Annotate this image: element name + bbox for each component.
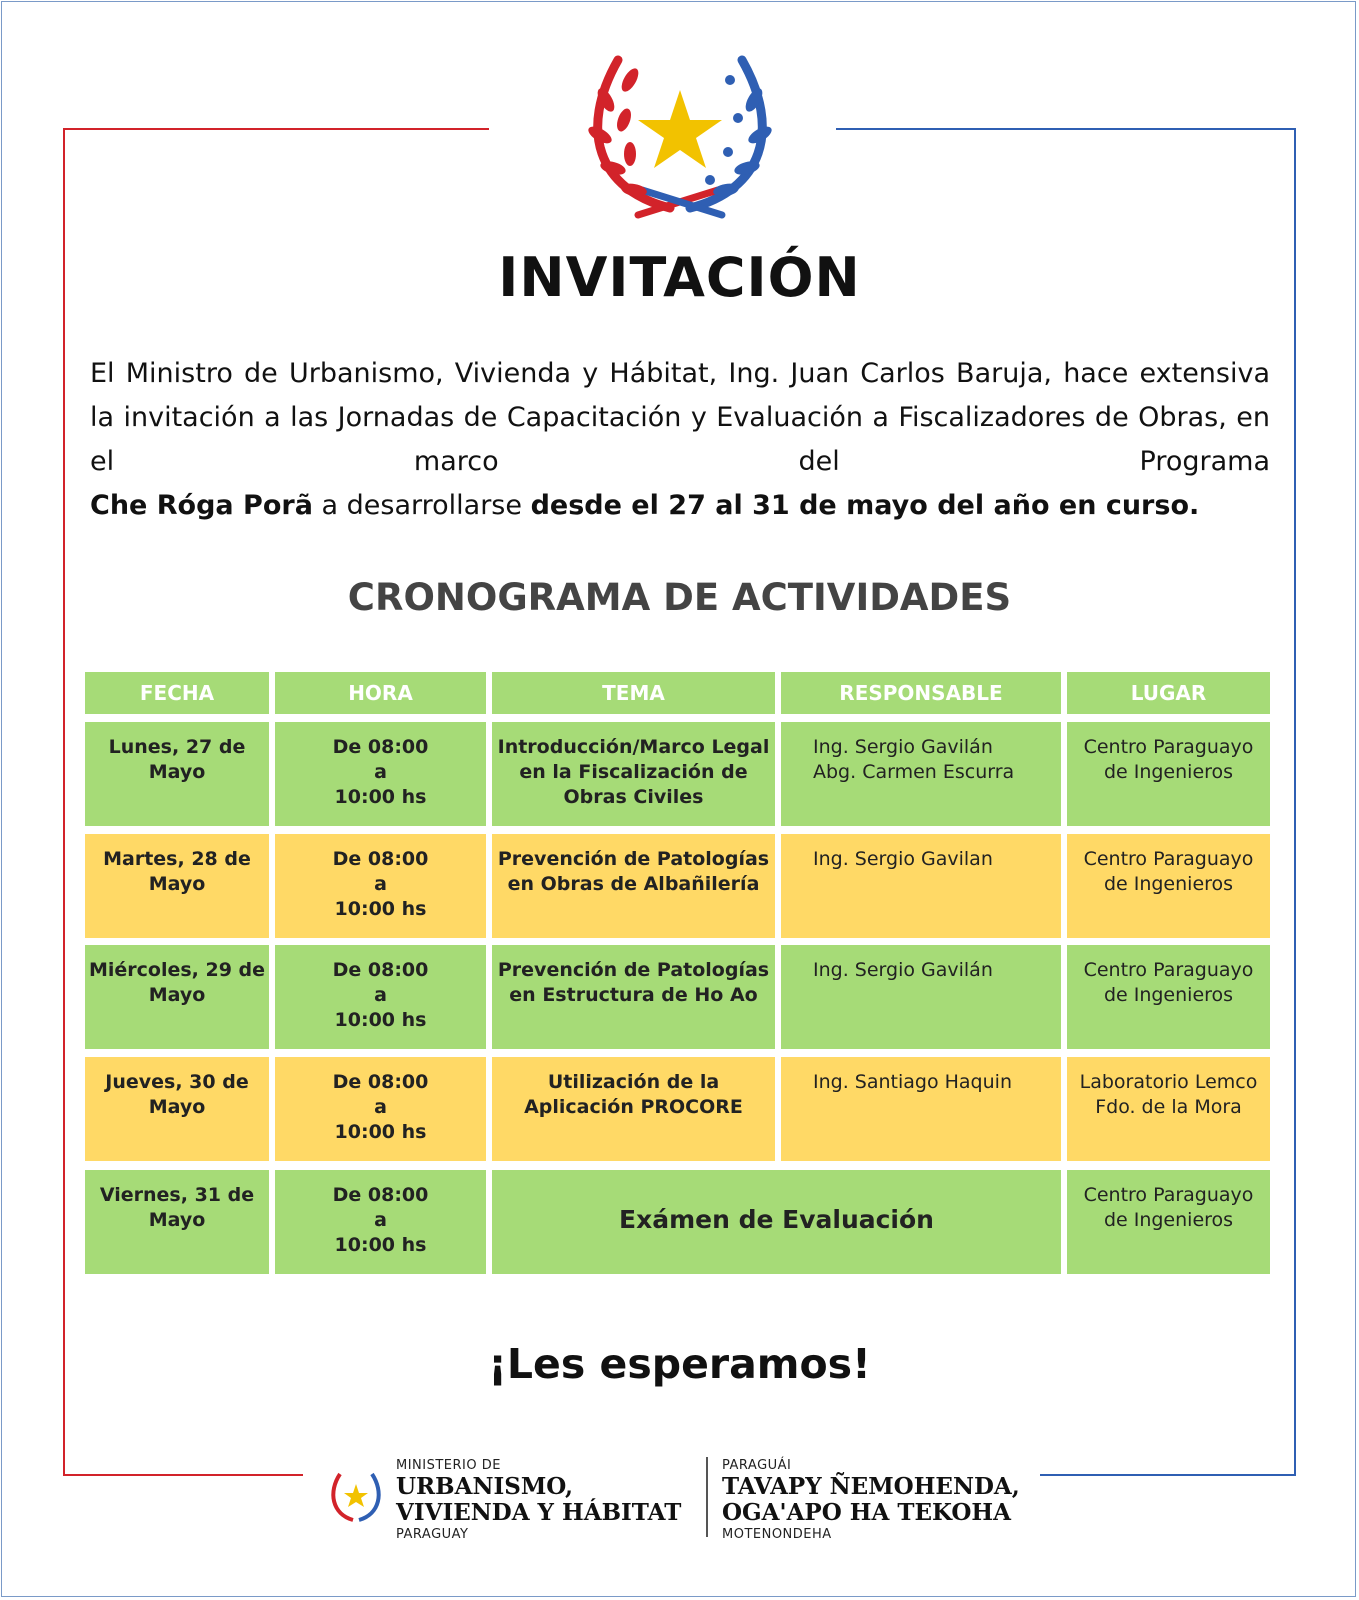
tema-line: en la Fiscalización de [519,761,748,783]
footer-left-small-top: MINISTERIO DE [396,1458,501,1473]
tema-line: Obras Civiles [563,786,704,808]
hora-line: De 08:00 [332,848,429,870]
header-hora: HORA [275,672,486,714]
header-fecha: FECHA [85,672,269,714]
intro-dates: desde el 27 al 31 de mayo del año en curso. [530,490,1200,521]
hora-line: De 08:00 [332,959,429,981]
cell-hora-2 [275,834,486,938]
tema-line: Introducción/Marco Legal [497,736,770,758]
footer-right-title-2: OGA'APO HA TEKOHA [722,1499,1011,1526]
fecha-line: Mayo [148,1096,206,1118]
cell-hora-5 [275,1170,486,1274]
hora-line: 10:00 hs [334,1009,427,1031]
closing-message: ¡Les esperamos! [488,1340,871,1388]
ministry-seal-icon [326,1468,386,1526]
hora-line: De 08:00 [332,736,429,758]
hora-line: 10:00 hs [334,898,427,920]
cell-tema-4 [492,1057,775,1161]
cell-fecha-5 [85,1170,269,1274]
frame-right-line [1294,128,1296,1476]
fecha-line: Martes, 28 de [103,848,251,870]
page-title: INVITACIÓN [498,246,861,309]
cell-fecha-1 [85,722,269,826]
cell-lugar-4 [1067,1057,1270,1161]
cell-responsable-2 [781,834,1061,938]
intro-line-1: El Ministro de Urbanismo, Vivienda y Hábitat, Ing. Juan Carlos Baruja, [90,358,1052,389]
footer-left-small-bottom: PARAGUAY [396,1527,469,1542]
lugar-line: Centro Paraguayo [1083,1184,1254,1206]
cell-lugar-2 [1067,834,1270,938]
cell-hora-3 [275,945,486,1049]
intro-line-4 [90,484,1270,528]
program-name: Che Róga Porã [90,490,313,521]
hora-line: a [374,873,387,895]
cell-tema-1 [492,722,775,826]
footer-divider [706,1457,708,1537]
cell-fecha-4 [85,1057,269,1161]
fecha-line: Miércoles, 29 de [88,959,266,981]
tema-line: en Estructura de Ho Ao [509,984,758,1006]
lugar-line: Centro Paraguayo [1083,736,1254,758]
responsable-line: Ing. Sergio Gavilán [813,959,993,981]
hora-line: a [374,1209,387,1231]
cell-fecha-3 [85,945,269,1049]
responsable-line: Ing. Sergio Gavilán [813,736,993,758]
fecha-line: Mayo [148,1209,206,1231]
fecha-line: Mayo [148,984,206,1006]
hora-line: De 08:00 [332,1184,429,1206]
responsable-line: Abg. Carmen Escurra [813,761,1015,783]
tema-line: Utilización de la [547,1071,720,1093]
footer-right-small-bottom: MOTENONDEHA [722,1527,832,1542]
paraguay-seal-icon [578,40,782,230]
footer-left-title-1: URBANISMO, [396,1473,574,1500]
hora-line: 10:00 hs [334,1121,427,1143]
fecha-line: Mayo [148,873,206,895]
lugar-line: Laboratorio Lemco [1079,1071,1258,1093]
responsable-line: Ing. Santiago Haquin [813,1071,1012,1093]
lugar-line: de Ingenieros [1103,984,1234,1006]
cell-responsable-4 [781,1057,1061,1161]
hora-line: a [374,984,387,1006]
hora-line: De 08:00 [332,1071,429,1093]
cell-hora-4 [275,1057,486,1161]
cell-tema-5 [492,1170,1061,1274]
cell-lugar-3 [1067,945,1270,1049]
fecha-line: Jueves, 30 de [105,1071,249,1093]
tema-line: Aplicación PROCORE [524,1096,743,1118]
responsable-line: Ing. Sergio Gavilan [813,848,993,870]
fecha-line: Lunes, 27 de [108,736,246,758]
frame-top-left-line [63,128,489,130]
cell-responsable-1 [781,722,1061,826]
schedule-title: CRONOGRAMA DE ACTIVIDADES [347,576,1012,619]
cell-tema-3 [492,945,775,1049]
lugar-line: de Ingenieros [1103,1209,1234,1231]
header-lugar: LUGAR [1067,672,1270,714]
intro-mid-text: a desarrollarse [312,490,531,521]
frame-left-line [63,128,65,1476]
footer-right-small-top: PARAGUÁI [722,1458,792,1473]
lugar-line: de Ingenieros [1103,761,1234,783]
lugar-line: Centro Paraguayo [1083,959,1254,981]
footer-right-title-1: TAVAPY ÑEMOHENDA, [722,1473,1020,1500]
cell-responsable-3 [781,945,1061,1049]
header-responsable: RESPONSABLE [781,672,1061,714]
hora-line: a [374,1096,387,1118]
intro-line-3: y Evaluación a Fiscalizadores de Obras, en el marco del Programa [90,402,1270,477]
tema-line: Prevención de Patologías [497,848,770,870]
cell-hora-1 [275,722,486,826]
cell-tema-2 [492,834,775,938]
header-tema: TEMA [492,672,775,714]
lugar-line: de Ingenieros [1103,873,1234,895]
cell-lugar-1 [1067,722,1270,826]
cell-fecha-2 [85,834,269,938]
footer-left-title-2: VIVIENDA Y HÁBITAT [396,1499,682,1526]
hora-line: 10:00 hs [334,1234,427,1256]
hora-line: a [374,761,387,783]
tema-line: Prevención de Patologías [497,959,770,981]
tema-line: en Obras de Albañilería [507,873,760,895]
hora-line: 10:00 hs [334,786,427,808]
frame-bottom-right-line [1018,1474,1296,1476]
lugar-line: Fdo. de la Mora [1095,1096,1242,1118]
fecha-line: Viernes, 31 de [99,1184,255,1206]
intro-paragraph [90,352,1270,528]
cell-lugar-5 [1067,1170,1270,1274]
frame-bottom-left-line [63,1474,303,1476]
fecha-line: Mayo [148,761,206,783]
intro-line-2: hace extensiva la invitación a las Jornadas de Capacitación [90,358,1271,433]
tema-line: Exámen de Evaluación [619,1205,934,1234]
frame-top-right-line [836,128,1296,130]
lugar-line: Centro Paraguayo [1083,848,1254,870]
